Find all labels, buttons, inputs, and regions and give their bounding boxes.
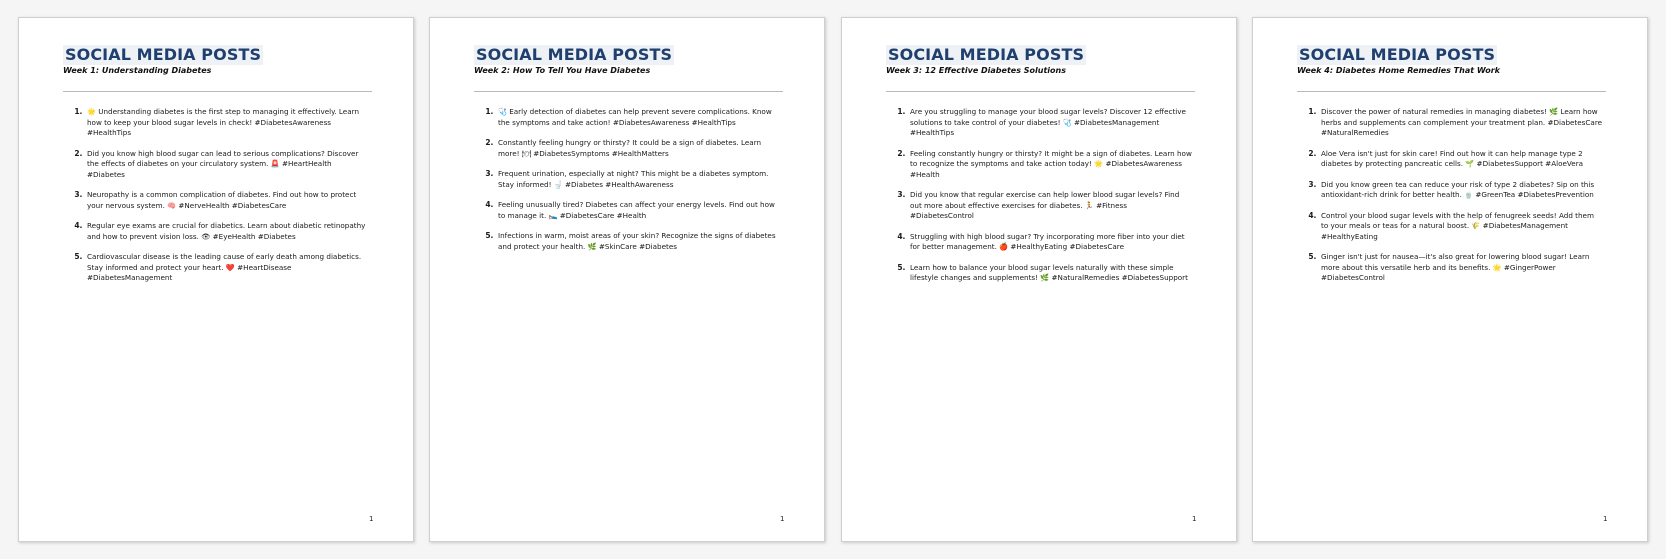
list-item: 4. Feeling unusually tired? Diabetes can affect your energy levels. Find out how to manage it. 🛌 #DiabetesCare #Health: [496, 200, 780, 221]
divider: [474, 91, 783, 92]
list-item: 1. Are you struggling to manage your blood sugar levels? Discover 12 effective solutions to take control of your diabetes! 🩺 #DiabetesManagement #HealthTips: [908, 107, 1192, 139]
list-item: 3. Neuropathy is a common complication of diabetes. Find out how to protect your nervous system. 🧠 #NerveHealth #DiabetesCare: [85, 190, 369, 211]
page-subtitle: Week 2: How To Tell You Have Diabetes: [474, 66, 651, 75]
page-title: SOCIAL MEDIA POSTS: [1299, 45, 1496, 64]
list-item: 2. Feeling constantly hungry or thirsty? It might be a sign of diabetes. Learn how to recognize the symptoms and take action today! 🌟 #DiabetesAwareness #Health: [908, 149, 1192, 181]
page-number: 1: [1192, 515, 1197, 523]
page-title: SOCIAL MEDIA POSTS: [888, 45, 1085, 64]
list-item: 1. 🌟 Understanding diabetes is the first step to managing it effectively. Learn how to keep your blood sugar levels in check! #DiabetesAwareness #HealthTips: [85, 107, 369, 139]
post-list: [63, 107, 369, 294]
list-item: 4. Control your blood sugar levels with the help of fenugreek seeds! Add them to your meals or teas for a natural boost. 🌾 #DiabetesManagement #HealthyEating: [1319, 211, 1603, 243]
post-list: [474, 107, 780, 262]
list-item: 3. Did you know green tea can reduce your risk of type 2 diabetes? Sip on this antioxidant-rich drink for better health. 🍵 #GreenTea #DiabetesPrevention: [1319, 180, 1603, 201]
list-item: 4. Struggling with high blood sugar? Try incorporating more fiber into your diet for better management. 🍎 #HealthyEating #DiabetesCare: [908, 232, 1192, 253]
post-list: [1297, 107, 1603, 294]
page-subtitle: Week 3: 12 Effective Diabetes Solutions: [886, 66, 1066, 75]
list-item: 5. Learn how to balance your blood sugar levels naturally with these simple lifestyle changes and supplements! 🌿 #NaturalRemedies #DiabetesSupport: [908, 263, 1192, 284]
page-subtitle: Week 4: Diabetes Home Remedies That Work: [1297, 66, 1500, 75]
page-subtitle: Week 1: Understanding Diabetes: [63, 66, 212, 75]
post-list: [886, 107, 1192, 294]
page-title: SOCIAL MEDIA POSTS: [65, 45, 262, 64]
divider: [886, 91, 1195, 92]
list-item: 5. Cardiovascular disease is the leading cause of early death among diabetics. Stay informed and protect your heart. ❤️ #HeartDisease #DiabetesManagement: [85, 252, 369, 284]
page-3: [841, 17, 1237, 542]
page-number: 1: [1603, 515, 1608, 523]
page-1: [18, 17, 414, 542]
list-item: 2. Did you know high blood sugar can lead to serious complications? Discover the effects of diabetes on your circulatory system. 🚨 #HeartHealth #Diabetes: [85, 149, 369, 181]
list-item: 5. Infections in warm, moist areas of your skin? Recognize the signs of diabetes and protect your health. 🌿 #SkinCare #Diabetes: [496, 231, 780, 252]
list-item: 1. 🩺 Early detection of diabetes can help prevent severe complications. Know the symptoms and take action! #DiabetesAwareness #HealthTips: [496, 107, 780, 128]
page-4: [1252, 17, 1648, 542]
page-number: 1: [369, 515, 374, 523]
page-title: SOCIAL MEDIA POSTS: [476, 45, 673, 64]
list-item: 2. Constantly feeling hungry or thirsty? It could be a sign of diabetes. Learn more! 🍽 #DiabetesSymptoms #HealthMatters: [496, 138, 780, 159]
list-item: 1. Discover the power of natural remedies in managing diabetes! 🌿 Learn how herbs and supplements can complement your treatment plan. #DiabetesCare #NaturalRemedies: [1319, 107, 1603, 139]
list-item: 3. Did you know that regular exercise can help lower blood sugar levels? Find out more about effective exercises for diabetes. 🏃 #Fitness #DiabetesControl: [908, 190, 1192, 222]
list-item: 5. Ginger isn't just for nausea—it's also great for lowering blood sugar! Learn more about this versatile herb and its benefits. 🌟 #GingerPower #DiabetesControl: [1319, 252, 1603, 284]
list-item: 2. Aloe Vera isn't just for skin care! Find out how it can help manage type 2 diabetes by protecting pancreatic cells. 🌱 #DiabetesSupport #AloeVera: [1319, 149, 1603, 170]
page-number: 1: [780, 515, 785, 523]
list-item: 3. Frequent urination, especially at night? This might be a diabetes symptom. Stay informed! 🚽 #Diabetes #HealthAwareness: [496, 169, 780, 190]
divider: [1297, 91, 1606, 92]
page-2: [429, 17, 825, 542]
divider: [63, 91, 372, 92]
list-item: 4. Regular eye exams are crucial for diabetics. Learn about diabetic retinopathy and how to prevent vision loss. 👁 #EyeHealth #Diabetes: [85, 221, 369, 242]
